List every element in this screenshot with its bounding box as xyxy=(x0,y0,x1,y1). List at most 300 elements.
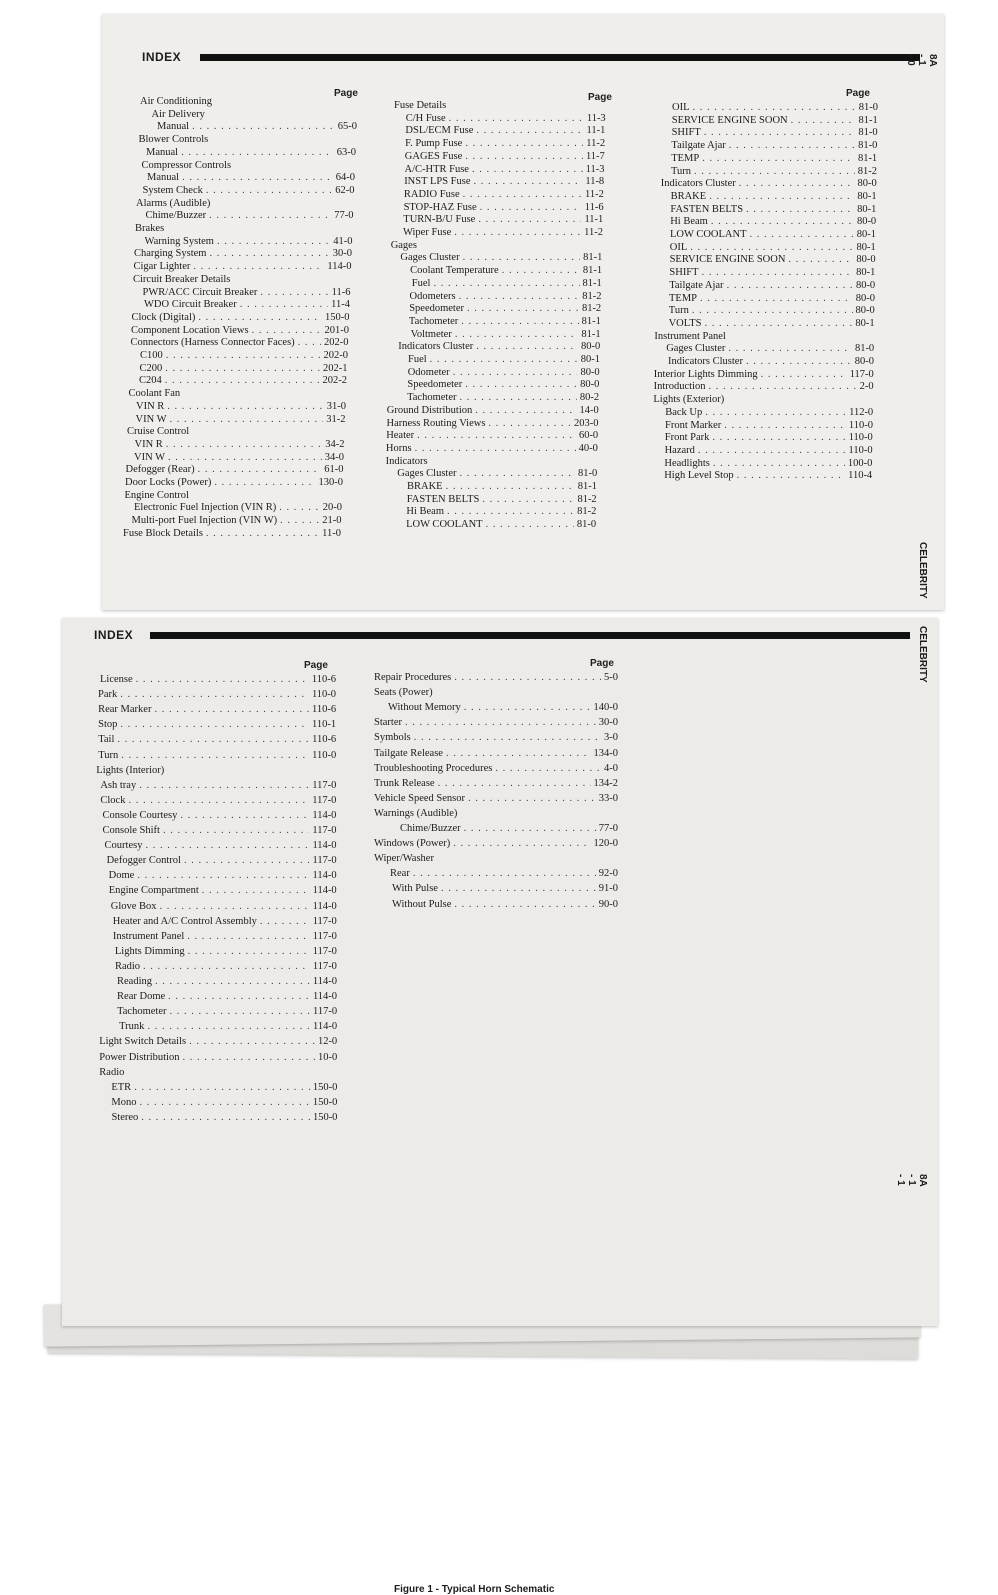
index-entry-label: Symbols xyxy=(374,732,411,744)
index-leader-dots xyxy=(449,113,584,125)
index-entry-page: 11-3 xyxy=(585,163,605,175)
index-leader-dots xyxy=(198,312,322,324)
index-entry-label: Glove Box xyxy=(110,900,157,912)
index-entry xyxy=(665,407,873,419)
index-entry-page: 114-0 xyxy=(312,991,338,1003)
index-leader-dots xyxy=(446,748,591,760)
index-entry-page: 41-0 xyxy=(333,235,353,247)
index-entry xyxy=(669,280,875,292)
index-entry xyxy=(152,109,358,121)
index-leader-dots xyxy=(702,267,854,279)
index-entry xyxy=(406,113,606,125)
index-entry-page: 81-1 xyxy=(581,315,601,327)
index-entry xyxy=(123,528,341,540)
index-entry-label: Warning System xyxy=(144,235,214,247)
index-entry xyxy=(410,265,602,277)
index-entry-page: 21-0 xyxy=(322,515,342,527)
index-leader-dots xyxy=(430,354,578,366)
bottom-header-bar xyxy=(150,632,910,639)
index-entry xyxy=(386,430,598,442)
index-leader-dots xyxy=(693,102,856,114)
index-entry-label: Tailgate Ajar xyxy=(671,140,726,152)
index-leader-dots xyxy=(260,916,310,928)
index-entry-page: 80-0 xyxy=(580,366,600,378)
index-entry-page: 81-0 xyxy=(858,102,878,113)
index-leader-dots xyxy=(166,439,322,451)
index-entry-label: Multi-port Fuel Injection (VIN W) xyxy=(131,515,278,527)
index-entry-page: 110-6 xyxy=(311,704,337,716)
index-entry-label: Coolant Temperature xyxy=(410,265,499,277)
index-entry-label: LOW COOLANT xyxy=(406,519,483,531)
index-entry xyxy=(668,356,874,368)
index-entry xyxy=(374,838,618,850)
index-entry xyxy=(661,178,877,190)
index-entry xyxy=(117,976,337,988)
index-entry-label: Tachometer xyxy=(407,392,457,404)
index-entry xyxy=(142,160,356,172)
index-leader-dots xyxy=(260,287,328,299)
index-entry-label: TEMP xyxy=(669,292,698,304)
index-leader-dots xyxy=(737,470,845,482)
index-leader-dots xyxy=(460,392,577,404)
index-entry-page: 117-0 xyxy=(312,779,337,791)
top-col1-page-heading: Page xyxy=(334,88,358,99)
index-entry xyxy=(113,931,337,943)
index-entry-page: 112-0 xyxy=(849,406,874,418)
index-leader-dots xyxy=(502,265,580,277)
index-entry xyxy=(386,456,598,468)
index-entry-page: 203-0 xyxy=(574,417,599,429)
index-entry-label: Horns xyxy=(385,442,412,454)
index-entry-page: 81-0 xyxy=(578,468,598,480)
index-entry-page: 114-0 xyxy=(312,976,337,987)
index-entry-page: 134-0 xyxy=(593,747,618,759)
index-entry xyxy=(671,166,877,178)
index-entry-label: A/C-HTR Fuse xyxy=(404,163,469,175)
index-entry-page: 33-0 xyxy=(598,792,618,804)
index-entry-page: 31-0 xyxy=(326,400,346,412)
index-entry-label: OIL xyxy=(669,241,688,253)
index-entry xyxy=(157,121,357,133)
index-entry-page: 10-0 xyxy=(318,1051,338,1063)
index-leader-dots xyxy=(724,420,846,432)
index-entry-page: 117-0 xyxy=(849,368,874,380)
index-leader-dots xyxy=(193,261,324,273)
index-entry-page: 11-6 xyxy=(584,201,604,213)
index-entry-label: INST LPS Fuse xyxy=(404,176,471,188)
index-entry-label: Warnings (Audible) xyxy=(374,807,458,819)
index-entry-label: VIN R xyxy=(134,438,163,450)
index-entry xyxy=(665,432,873,444)
index-entry-label: RADIO Fuse xyxy=(403,188,460,200)
index-entry xyxy=(140,363,348,375)
index-entry-label: Connectors (Harness Connector Faces) xyxy=(130,337,295,349)
index-entry xyxy=(139,375,347,387)
index-leader-dots xyxy=(217,236,330,248)
index-entry-page: 81-2 xyxy=(582,290,602,302)
index-entry-label: Engine Control xyxy=(124,489,189,501)
index-entry xyxy=(99,1052,337,1064)
index-entry-page: 150-0 xyxy=(325,311,350,323)
index-entry-page: 114-0 xyxy=(312,840,337,852)
index-entry xyxy=(100,780,336,792)
index-entry-label: Ground Distribution xyxy=(386,404,473,416)
index-entry-label: License xyxy=(100,674,133,685)
index-entry-label: Troubleshooting Procedures xyxy=(374,762,493,774)
top-celebrity-tab: CELEBRITY xyxy=(917,542,928,599)
index-entry-label: Gages Cluster xyxy=(397,468,457,480)
index-entry-label: Console Courtesy xyxy=(102,809,178,821)
index-entry xyxy=(665,420,873,432)
index-entry-page: 150-0 xyxy=(312,1081,338,1093)
index-entry xyxy=(115,961,337,973)
index-entry-label: Tailgate Ajar xyxy=(669,279,724,291)
bottom-index-page xyxy=(62,618,938,1595)
index-entry xyxy=(386,443,598,455)
index-leader-dots xyxy=(461,316,578,328)
index-leader-dots xyxy=(465,379,577,391)
index-leader-dots xyxy=(136,674,309,686)
index-entry-label: Without Pulse xyxy=(392,898,452,910)
index-entry xyxy=(98,689,336,701)
top-col2-page-heading: Page xyxy=(588,92,612,103)
index-leader-dots xyxy=(121,750,309,762)
index-entry-label: Stop xyxy=(98,719,118,731)
index-entry xyxy=(407,392,599,404)
index-entry-page: 11-4 xyxy=(331,299,350,311)
index-leader-dots xyxy=(690,242,853,254)
index-entry xyxy=(111,1097,337,1109)
index-entry-label: Air Conditioning xyxy=(140,96,213,107)
index-entry xyxy=(111,901,337,913)
index-entry xyxy=(117,1006,337,1018)
index-entry xyxy=(144,299,350,311)
index-entry-label: SERVICE ENGINE SOON xyxy=(671,114,788,126)
index-entry-label: Fuse Details xyxy=(394,100,447,111)
index-entry-page: 202-2 xyxy=(322,375,347,387)
index-entry-page: 81-1 xyxy=(583,252,603,264)
index-entry-label: Chime/Buzzer xyxy=(145,210,207,222)
index-entry xyxy=(100,674,336,686)
index-entry xyxy=(412,278,602,290)
index-leader-dots xyxy=(117,734,309,746)
index-leader-dots xyxy=(141,1112,310,1124)
index-entry xyxy=(404,202,604,214)
index-entry-page: 20-0 xyxy=(322,502,342,514)
index-entry-label: Odometers xyxy=(409,290,456,302)
index-entry-page: 110-0 xyxy=(848,444,873,456)
index-entry-label: Indicators Cluster xyxy=(668,356,743,367)
index-leader-dots xyxy=(128,795,309,807)
index-entry-label: Heater xyxy=(386,430,415,442)
index-leader-dots xyxy=(280,515,319,527)
index-leader-dots xyxy=(463,252,581,264)
index-entry-page: 81-1 xyxy=(582,277,602,289)
index-leader-dots xyxy=(163,825,309,837)
index-entry-page: 11-1 xyxy=(584,214,604,226)
index-entry-label: Electronic Fuel Injection (VIN R) xyxy=(134,502,277,514)
index-entry-label: Coolant Fan xyxy=(128,388,181,400)
index-entry-label: Component Location Views xyxy=(131,324,249,336)
index-entry xyxy=(135,223,353,235)
index-entry-label: VIN W xyxy=(134,451,166,463)
index-entry-page: 34-0 xyxy=(324,451,344,463)
index-entry xyxy=(409,316,601,328)
index-leader-dots xyxy=(170,414,324,426)
index-entry-page: 63-0 xyxy=(336,146,356,158)
index-entry xyxy=(374,748,618,760)
index-entry-label: Circuit Breaker Details xyxy=(133,273,231,285)
index-entry-label: Gages Cluster xyxy=(666,343,726,355)
index-leader-dots xyxy=(709,381,857,393)
index-entry-label: Voltmeter xyxy=(410,328,452,340)
index-entry-label: Trunk Release xyxy=(374,777,435,789)
index-entry xyxy=(666,343,874,355)
index-entry-label: Clock xyxy=(100,794,126,806)
index-entry xyxy=(670,254,876,266)
index-entry-page: 81-2 xyxy=(577,493,597,505)
index-entry-page: 31-2 xyxy=(326,413,346,425)
index-entry-label: Alarms (Audible) xyxy=(136,197,211,209)
index-entry xyxy=(374,853,618,865)
index-leader-dots xyxy=(446,481,575,493)
index-leader-dots xyxy=(495,763,601,775)
index-entry-page: 110-4 xyxy=(848,470,873,482)
index-entry-page: 61-0 xyxy=(324,464,344,476)
index-entry-label: Courtesy xyxy=(104,840,143,852)
index-entry-label: Fuel xyxy=(411,277,431,289)
index-entry-page: 80-0 xyxy=(855,305,875,317)
index-entry-label: VOLTS xyxy=(668,317,702,329)
index-entry xyxy=(134,452,344,464)
index-entry-label: Radio xyxy=(114,960,141,972)
index-leader-dots xyxy=(417,430,576,442)
index-entry xyxy=(100,795,336,807)
index-entry-page: 117-0 xyxy=(312,855,337,867)
index-leader-dots xyxy=(147,1021,310,1033)
index-entry-page: 81-0 xyxy=(854,343,875,355)
index-entry-label: Door Locks (Power) xyxy=(125,477,212,488)
index-leader-dots xyxy=(455,329,579,341)
index-entry xyxy=(390,868,618,880)
index-entry xyxy=(672,115,878,127)
index-entry xyxy=(109,870,337,882)
index-entry-label: C100 xyxy=(140,350,163,361)
index-leader-dots xyxy=(206,528,319,540)
index-entry-label: GAGES Fuse xyxy=(404,150,463,162)
index-entry xyxy=(103,825,337,837)
index-entry-page: 14-0 xyxy=(579,404,599,416)
index-entry xyxy=(98,704,336,716)
index-entry-label: TEMP xyxy=(671,152,700,164)
index-entry xyxy=(146,210,354,222)
index-entry-label: Lights (Interior) xyxy=(96,764,165,776)
index-entry xyxy=(126,464,344,476)
index-entry-page: 81-0 xyxy=(576,519,597,531)
index-leader-dots xyxy=(704,318,852,330)
index-entry-label: Without Memory xyxy=(388,702,461,714)
index-leader-dots xyxy=(694,166,855,178)
index-entry xyxy=(133,274,351,286)
index-entry-page: 81-1 xyxy=(581,328,601,340)
index-entry xyxy=(105,840,337,852)
index-entry-label: Defogger (Rear) xyxy=(125,464,195,476)
index-entry xyxy=(406,506,596,518)
index-entry-label: Defogger Control xyxy=(106,855,181,867)
index-entry-label: F. Pump Fuse xyxy=(405,138,463,150)
index-entry-label: Compressor Controls xyxy=(141,159,232,171)
index-entry xyxy=(664,458,872,470)
index-entry xyxy=(387,418,599,430)
index-entry-page: 12-0 xyxy=(317,1036,338,1048)
index-entry-page: 11-2 xyxy=(585,188,604,200)
index-leader-dots xyxy=(475,405,576,417)
index-entry-page: 80-1 xyxy=(856,229,876,240)
index-entry xyxy=(408,354,600,366)
index-leader-dots xyxy=(209,210,331,222)
index-entry-page: 81-1 xyxy=(858,114,878,126)
index-entry-page: 114-0 xyxy=(312,900,337,912)
index-leader-dots xyxy=(413,868,596,880)
index-leader-dots xyxy=(165,363,320,375)
index-entry xyxy=(134,261,352,273)
index-entry-label: Charging System xyxy=(134,248,207,260)
index-leader-dots xyxy=(454,899,595,911)
index-entry xyxy=(136,401,346,413)
index-entry-page: 130-0 xyxy=(318,477,343,488)
index-entry-page: 117-0 xyxy=(312,915,337,927)
index-entry xyxy=(669,318,875,330)
index-entry-label: Starter xyxy=(374,717,402,729)
index-entry xyxy=(670,242,876,254)
index-entry xyxy=(147,172,355,184)
index-leader-dots xyxy=(202,885,310,897)
index-entry-page: 80-0 xyxy=(855,292,875,304)
index-entry xyxy=(119,1021,337,1033)
index-entry-page: 11-1 xyxy=(586,125,606,137)
top-header-bar xyxy=(200,54,920,61)
index-entry-label: C/H Fuse xyxy=(405,112,446,124)
index-entry xyxy=(117,991,337,1003)
index-entry-label: Lights (Exterior) xyxy=(653,394,725,406)
index-entry xyxy=(654,381,874,393)
index-entry-label: WDO Circuit Breaker xyxy=(144,299,237,311)
index-entry-page: 201-0 xyxy=(324,324,349,336)
index-entry-page: 150-0 xyxy=(312,1096,338,1108)
index-leader-dots xyxy=(415,443,576,455)
index-entry-page: 81-2 xyxy=(857,165,877,177)
index-entry-page: 110-0 xyxy=(848,419,873,431)
index-entry-label: Trunk xyxy=(119,1021,145,1033)
index-entry-page: 77-0 xyxy=(598,823,618,834)
index-entry xyxy=(140,96,358,108)
index-entry-label: Instrument Panel xyxy=(112,930,185,942)
index-entry-page: 80-0 xyxy=(856,216,877,228)
index-leader-dots xyxy=(139,1097,309,1109)
index-entry-label: FASTEN BELTS xyxy=(406,493,480,505)
index-leader-dots xyxy=(464,823,596,835)
index-entry-label: VIN R xyxy=(136,400,165,412)
index-leader-dots xyxy=(206,185,332,197)
bottom-celebrity-tab: CELEBRITY xyxy=(917,626,928,683)
index-entry-page: 140-0 xyxy=(593,702,618,714)
index-entry-page: 2-0 xyxy=(859,381,874,393)
index-entry-label: Wiper/Washer xyxy=(374,853,434,865)
index-leader-dots xyxy=(240,299,328,311)
index-leader-dots xyxy=(120,689,309,701)
index-entry-page: 80-1 xyxy=(857,203,877,215)
index-entry-page: 80-0 xyxy=(854,356,874,367)
index-leader-dots xyxy=(692,305,853,317)
index-leader-dots xyxy=(712,432,845,444)
index-entry xyxy=(107,855,337,867)
index-entry xyxy=(136,198,354,210)
index-entry-page: 134-2 xyxy=(593,777,618,789)
index-leader-dots xyxy=(143,961,310,973)
index-entry xyxy=(125,490,343,502)
index-entry xyxy=(400,823,618,835)
index-entry-label: System Check xyxy=(142,184,203,196)
index-entry-label: Stereo xyxy=(111,1111,139,1123)
index-entry xyxy=(654,369,874,381)
index-leader-dots xyxy=(160,901,310,913)
index-entry-page: 30-0 xyxy=(332,248,352,260)
index-leader-dots xyxy=(750,229,854,241)
index-leader-dots xyxy=(182,172,333,184)
index-leader-dots xyxy=(488,418,571,430)
index-leader-dots xyxy=(165,375,320,387)
index-leader-dots xyxy=(134,1082,310,1094)
index-entry-page: 81-2 xyxy=(581,303,602,315)
index-leader-dots xyxy=(139,780,309,792)
index-entry-label: Seats (Power) xyxy=(374,687,433,699)
index-entry-label: Heater and A/C Control Assembly xyxy=(112,915,257,927)
index-leader-dots xyxy=(465,151,583,163)
index-entry-label: Dome xyxy=(108,870,135,882)
index-entry xyxy=(125,477,343,489)
index-entry-label: C204 xyxy=(139,375,162,387)
index-entry-label: Manual xyxy=(157,121,190,133)
index-entry xyxy=(405,164,605,176)
index-leader-dots xyxy=(482,494,574,506)
index-entry-page: 80-1 xyxy=(580,354,600,365)
index-entry-page: 117-0 xyxy=(312,930,337,942)
index-entry-label: Brakes xyxy=(135,223,165,234)
index-leader-dots xyxy=(698,445,846,457)
index-leader-dots xyxy=(729,140,855,152)
index-entry xyxy=(672,102,878,114)
index-entry-label: Back Up xyxy=(665,406,703,418)
index-entry xyxy=(405,125,605,137)
index-leader-dots xyxy=(476,341,578,353)
index-entry-page: 81-1 xyxy=(582,265,603,277)
index-entry-label: BRAKE xyxy=(407,481,443,492)
index-leader-dots xyxy=(188,946,310,958)
index-entry-label: Speedometer xyxy=(409,303,464,315)
index-entry xyxy=(139,134,357,146)
index-leader-dots xyxy=(739,178,855,190)
index-entry-page: 11-2 xyxy=(584,227,603,238)
index-leader-dots xyxy=(209,248,329,260)
index-entry xyxy=(392,883,618,895)
index-leader-dots xyxy=(709,191,854,203)
index-entry xyxy=(127,426,345,438)
index-entry-page: 91-0 xyxy=(598,883,618,895)
index-entry xyxy=(392,899,618,911)
index-entry xyxy=(102,810,336,822)
index-entry xyxy=(146,147,356,159)
index-leader-dots xyxy=(474,176,583,188)
